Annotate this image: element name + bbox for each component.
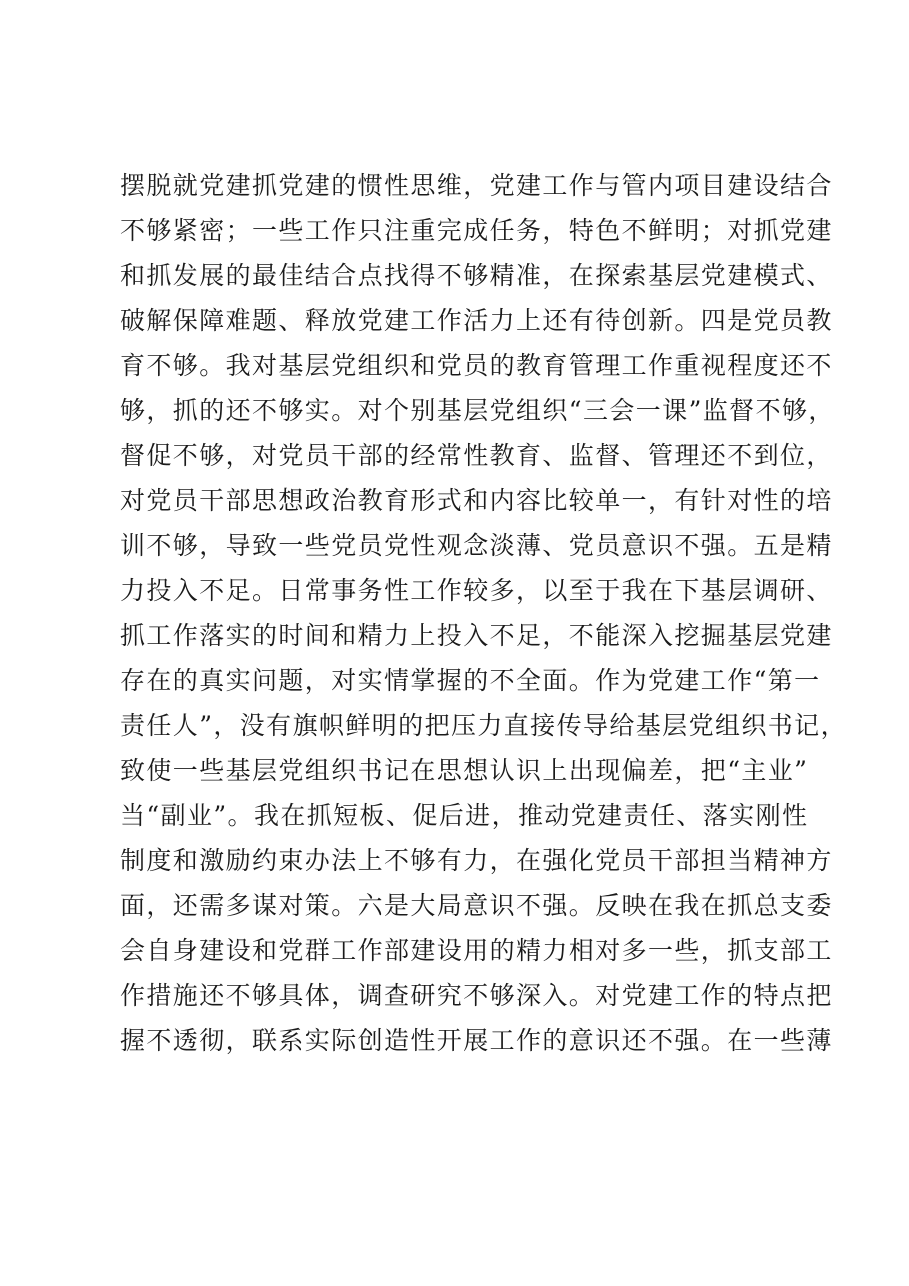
text-line: 训不够，导致一些党员党性观念淡薄、党员意识不强。五是精 [120, 531, 833, 560]
text-line: 力投入不足。日常事务性工作较多，以至于我在下基层调研、 [120, 576, 833, 605]
text-line: 抓工作落实的时间和精力上投入不足，不能深入挖掘基层党建 [120, 621, 833, 650]
text-line: 摆脱就党建抓党建的惯性思维，党建工作与管内项目建设结合 [120, 171, 833, 200]
text-line: 致使一些基层党组织书记在思想认识上出现偏差，把“主业” [120, 756, 809, 785]
text-line: 和抓发展的最佳结合点找得不够精准，在探索基层党建模式、 [120, 261, 833, 290]
text-line: 育不够。我对基层党组织和党员的教育管理工作重视程度还不 [120, 351, 833, 380]
text-line: 会自身建设和党群工作部建设用的精力相对多一些，抓支部工 [120, 936, 833, 965]
text-line: 破解保障难题、释放党建工作活力上还有待创新。四是党员教 [120, 306, 833, 335]
text-line: 当“副业”。我在抓短板、促后进，推动党建责任、落实刚性 [120, 801, 809, 830]
body-paragraph [120, 163, 847, 1063]
text-line: 制度和激励约束办法上不够有力，在强化党员干部担当精神方 [120, 846, 833, 875]
text-line: 面，还需多谋对策。六是大局意识不强。反映在我在抓总支委 [120, 891, 833, 920]
text-line: 不够紧密；一些工作只注重完成任务，特色不鲜明；对抓党建 [120, 216, 833, 245]
text-line: 对党员干部思想政治教育形式和内容比较单一，有针对性的培 [120, 486, 833, 515]
text-line: 督促不够，对党员干部的经常性教育、监督、管理还不到位， [120, 441, 833, 470]
text-line: 责任人”，没有旗帜鲜明的把压力直接传导给基层党组织书记， [120, 711, 847, 740]
text-line: 存在的真实问题，对实情掌握的不全面。作为党建工作“第一 [120, 666, 821, 695]
text-line: 握不透彻，联系实际创造性开展工作的意识还不强。在一些薄 [120, 1026, 833, 1055]
text-line: 作措施还不够具体，调查研究不够深入。对党建工作的特点把 [120, 981, 833, 1010]
text-line: 够，抓的还不够实。对个别基层党组织“三会一课”监督不够， [120, 396, 835, 425]
